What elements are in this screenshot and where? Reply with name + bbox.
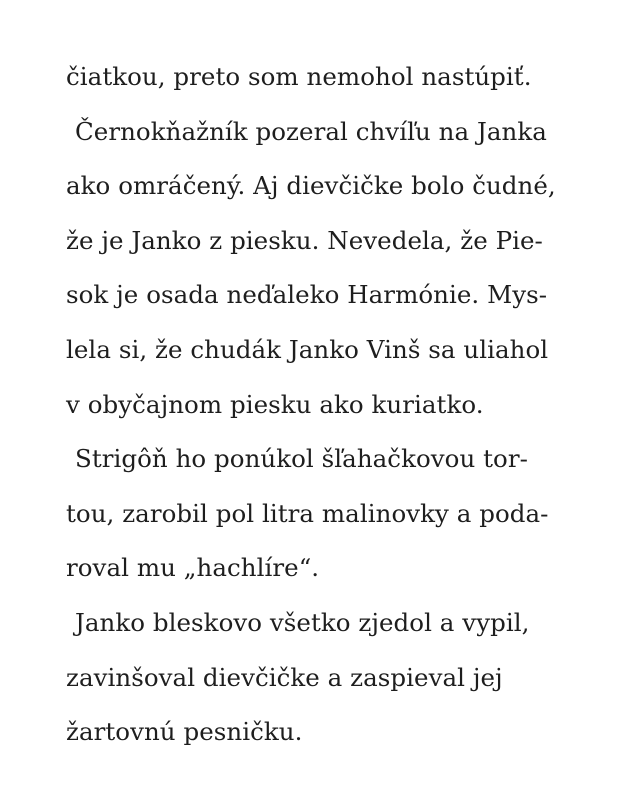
paragraph-start-line: Strigôň ho ponúkol šľahačkovou tor- [75, 444, 528, 474]
text-line: v obyčajnom piesku ako kuriatko. [66, 389, 484, 419]
text-line: že je Janko z piesku. Nevedela, že Pie- [66, 225, 543, 255]
text-line: lela si, že chudák Janko Vinš sa uliahol [66, 334, 549, 364]
text-line: roval mu „hachlíre“. [66, 553, 320, 583]
text-line: ako omráčený. Aj dievčičke bolo čudné, [66, 171, 556, 201]
paragraph-start-line: Černokňažník pozeral chvíľu na Janka [75, 116, 547, 146]
text-line: žartovnú pesničku. [66, 717, 303, 747]
page-text [66, 50, 586, 760]
text-line: sok je osada neďaleko Harmónie. Mys- [66, 280, 548, 310]
text-line: tou, zarobil pol litra malinovky a poda- [66, 498, 549, 528]
text-line: čiatkou, preto som nemohol nastúpiť. [66, 62, 532, 91]
paragraph-start-line: Janko bleskovo všetko zjedol a vypil, [75, 607, 530, 637]
text-line: zavinšoval dievčičke a zaspieval jej [66, 662, 503, 692]
